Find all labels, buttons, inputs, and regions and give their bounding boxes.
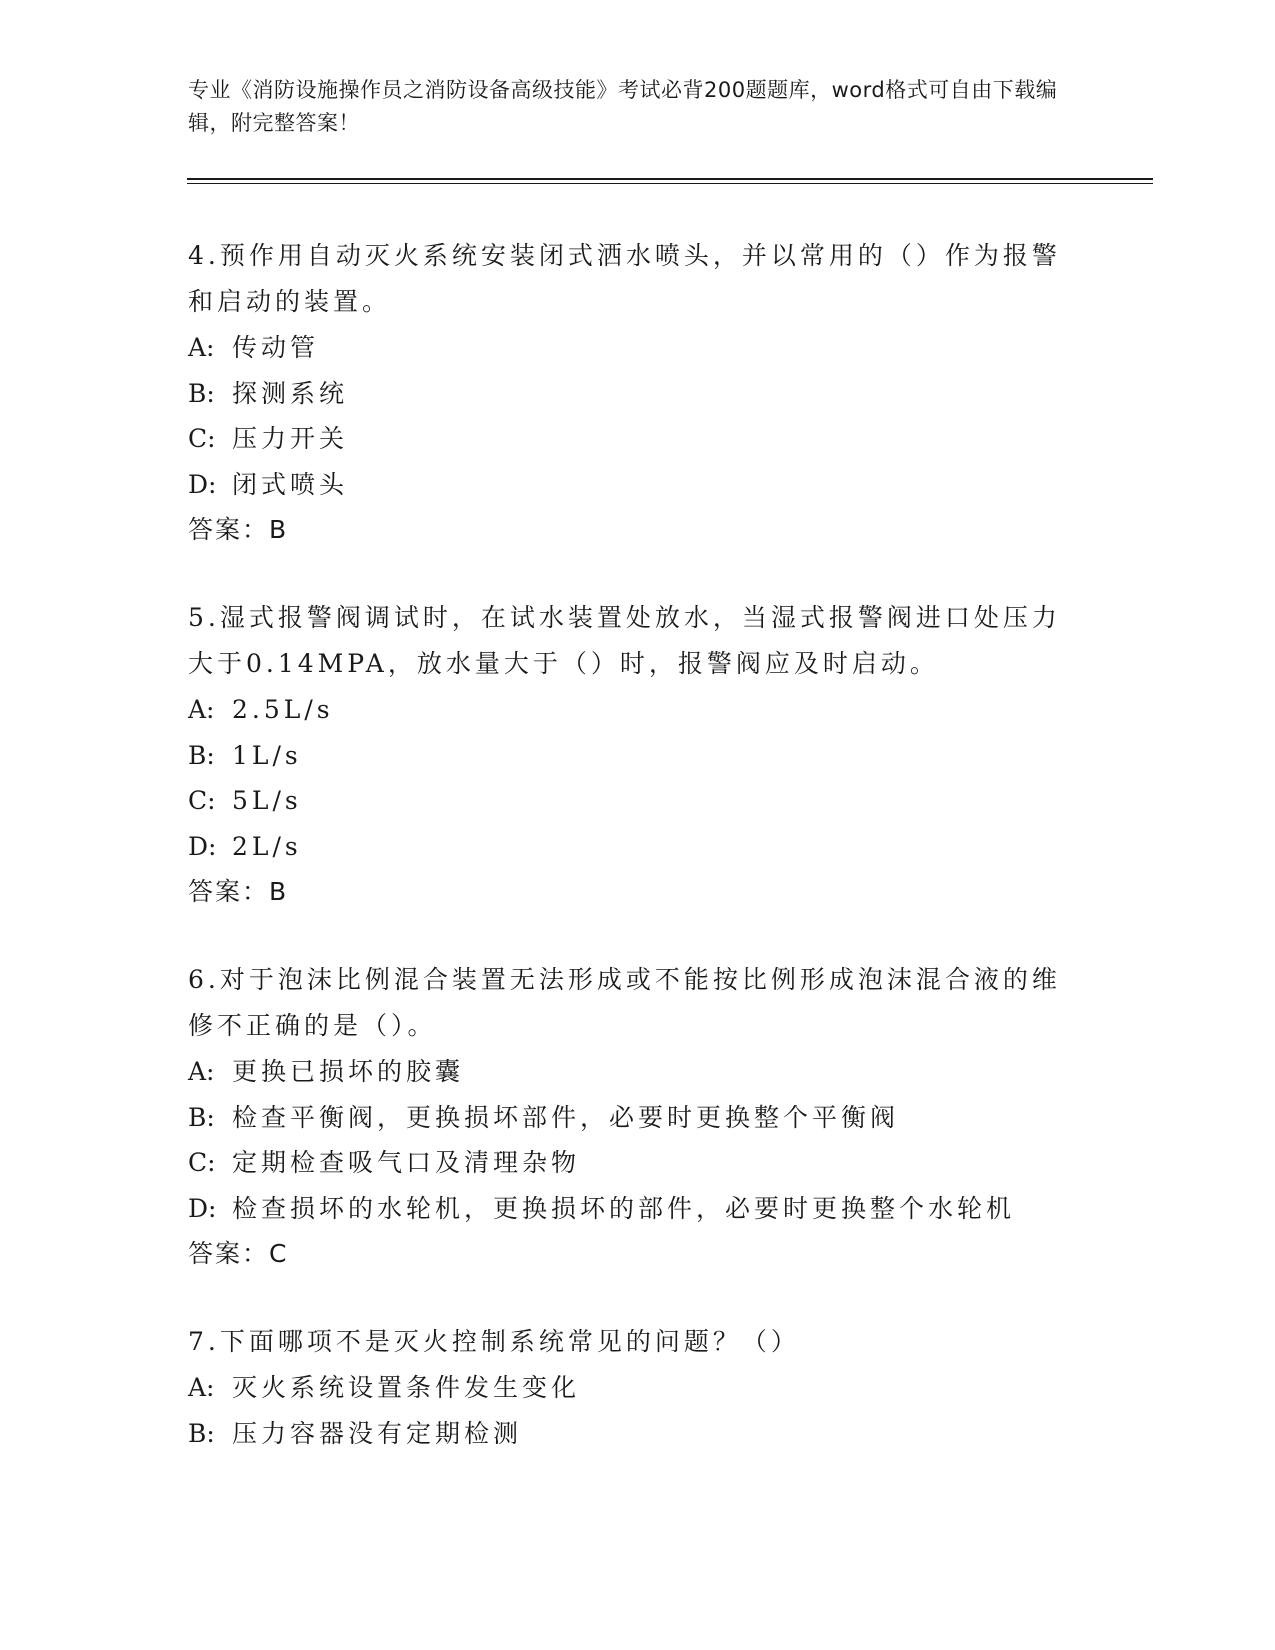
option-text: 闭式喷头 <box>232 469 349 499</box>
option-c <box>188 416 1088 462</box>
option-letter: C: <box>188 786 216 815</box>
option-text: 2L/s <box>232 831 302 861</box>
option-letter: C: <box>188 424 216 453</box>
option-text: 5L/s <box>232 786 302 815</box>
option-text: 传动管 <box>232 333 320 362</box>
option-b <box>188 371 1088 417</box>
document-header <box>188 74 1068 140</box>
option-text: 1L/s <box>232 740 302 770</box>
option-letter: A: <box>188 1057 215 1086</box>
answer-line: 答案：B <box>188 877 289 906</box>
header-rule-thick <box>187 178 1153 180</box>
answer-line: 答案：B <box>188 515 289 544</box>
option-c <box>188 778 1088 824</box>
option-text: 检查平衡阀，更换损坏部件，必要时更换整个平衡阀 <box>232 1102 900 1132</box>
option-a <box>188 325 1088 371</box>
option-a <box>188 1365 1088 1411</box>
option-letter: A: <box>188 333 215 362</box>
option-text: 灭火系统设置条件发生变化 <box>232 1373 581 1402</box>
option-a <box>188 687 1088 733</box>
option-letter: B: <box>188 1102 215 1132</box>
option-text: 检查损坏的水轮机，更换损坏的部件，必要时更换整个水轮机 <box>232 1193 1016 1223</box>
question-stem: 5.湿式报警阀调试时，在试水装置处放水，当湿式报警阀进口处压力大于0.14MPA，放水量大于（）时，报警阀应及时启动。 <box>188 603 1061 678</box>
option-letter: A: <box>188 695 215 724</box>
option-b <box>188 733 1088 779</box>
option-letter: C: <box>188 1148 216 1177</box>
question-list <box>188 233 1088 1498</box>
option-c <box>188 1140 1088 1186</box>
option-d <box>188 824 1088 870</box>
option-b <box>188 1411 1088 1457</box>
question-7 <box>188 1319 1088 1456</box>
option-letter: D: <box>188 469 217 499</box>
option-text: 2.5L/s <box>232 695 334 724</box>
option-a <box>188 1049 1088 1095</box>
option-letter: D: <box>188 831 217 861</box>
option-b <box>188 1095 1088 1141</box>
answer-line: 答案：C <box>188 1239 289 1268</box>
option-text: 更换已损坏的胶囊 <box>232 1057 465 1086</box>
question-stem: 4.预作用自动灭火系统安装闭式洒水喷头，并以常用的（）作为报警和启动的装置。 <box>188 241 1061 316</box>
option-letter: D: <box>188 1193 217 1223</box>
question-6 <box>188 957 1088 1277</box>
option-letter: B: <box>188 1418 215 1448</box>
option-text: 压力开关 <box>232 424 349 453</box>
option-letter: B: <box>188 378 215 408</box>
option-text: 探测系统 <box>232 378 349 408</box>
question-stem: 6.对于泡沫比例混合装置无法形成或不能按比例形成泡沫混合液的维修不正确的是（）。 <box>188 965 1061 1040</box>
option-letter: B: <box>188 740 215 770</box>
question-4 <box>188 233 1088 553</box>
option-d <box>188 462 1088 508</box>
option-d <box>188 1186 1088 1232</box>
question-5 <box>188 595 1088 915</box>
option-text: 定期检查吸气口及清理杂物 <box>232 1148 581 1177</box>
option-letter: A: <box>188 1373 215 1402</box>
question-stem: 7.下面哪项不是灭火控制系统常见的问题？（） <box>188 1327 800 1356</box>
header-rule-thin <box>187 183 1153 184</box>
header-text: 专业《消防设施操作员之消防设备高级技能》考试必背200题题库，word格式可自由下载编辑，附完整答案！ <box>188 78 1058 135</box>
option-text: 压力容器没有定期检测 <box>232 1418 523 1448</box>
